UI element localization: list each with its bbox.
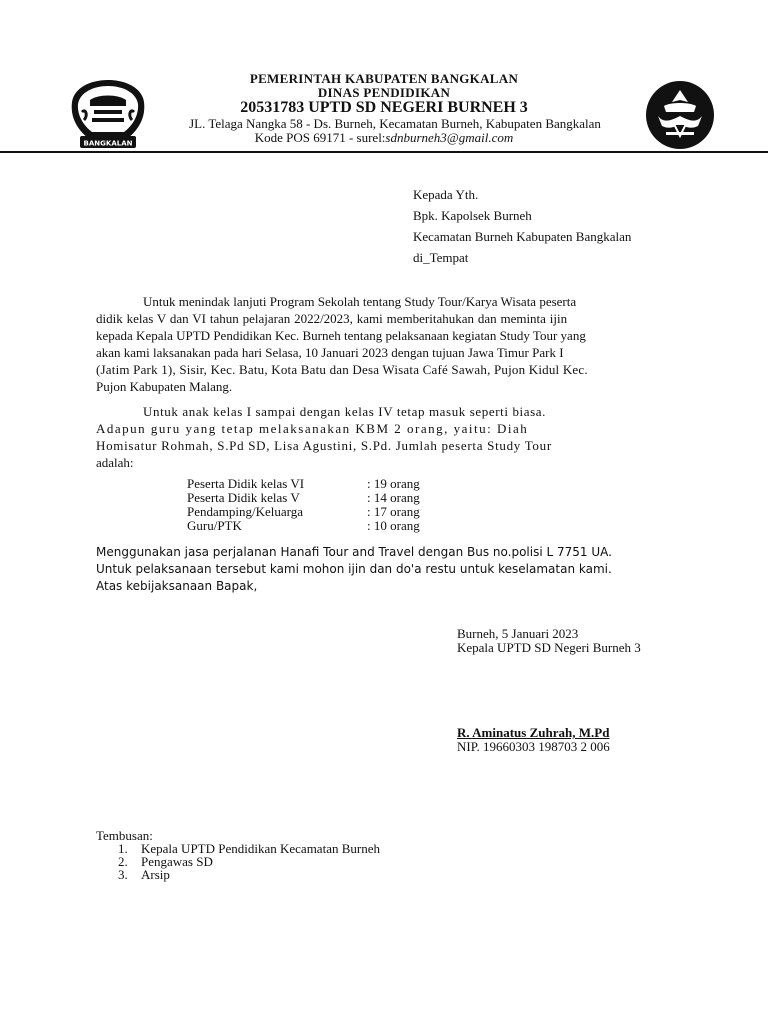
- body-paragraph-line: Adapun guru yang tetap melaksanakan KBM 2 orang, yaitu: Diah: [96, 421, 529, 436]
- logo-left-text: BANGKALAN: [83, 139, 133, 148]
- body-paragraph-line: Menggunakan jasa perjalanan Hanafi Tour and Travel dengan Bus no.polisi L 7751 UA.: [96, 545, 612, 559]
- body-paragraph-line: Untuk pelaksanaan tersebut kami mohon ijin dan do'a restu untuk keselamatan kami.: [96, 562, 612, 576]
- body-paragraph-line: Homisatur Rohmah, S.Pd SD, Lisa Agustini, S.Pd. Jumlah peserta Study Tour: [96, 438, 552, 453]
- participant-count: : 19 orang: [367, 476, 420, 491]
- addressee-line: Kepada Yth.: [413, 187, 479, 202]
- letterhead-contact: [150, 131, 618, 144]
- body-paragraph-line: Untuk menindak lanjuti Program Sekolah tentang Study Tour/Karya Wisata peserta: [143, 294, 577, 309]
- participant-count: : 14 orang: [367, 490, 420, 505]
- letterhead-email: sdnburneh3@gmail.com: [385, 130, 514, 145]
- cc-title: Tembusan:: [96, 828, 153, 843]
- cc-item: Arsip: [141, 867, 170, 882]
- cc-item-number: 3.: [118, 867, 128, 882]
- body-paragraph-line: Untuk anak kelas I sampai dengan kelas IV tetap masuk seperti biasa.: [143, 404, 547, 419]
- letterhead-address: JL. Telaga Nangka 58 - Ds. Burneh, Kecamatan Burneh, Kabupaten Bangkalan: [189, 116, 601, 131]
- body-paragraph-line: adalah:: [96, 455, 134, 470]
- cc-item: Kepala UPTD Pendidikan Kecamatan Burneh: [141, 841, 380, 856]
- body-paragraph-line: akan kami laksanakan pada hari Selasa, 10 Januari 2023 dengan tujuan Jawa Timur Park I: [96, 345, 564, 360]
- cc-item-number: 2.: [118, 854, 128, 869]
- participant-label: Peserta Didik kelas VI: [187, 476, 305, 491]
- letterhead-divider: [0, 151, 768, 153]
- bangkalan-regency-crest-icon: [68, 78, 148, 150]
- addressee-line: Bpk. Kapolsek Burneh: [413, 208, 532, 223]
- participant-count: : 10 orang: [367, 518, 420, 533]
- letterhead-line-department: DINAS PENDIDIKAN: [317, 85, 451, 100]
- body-paragraph-line: Pujon Kabupaten Malang.: [96, 379, 233, 394]
- signature-position: Kepala UPTD SD Negeri Burneh 3: [457, 640, 641, 655]
- body-paragraph-line: Atas kebijaksanaan Bapak,: [96, 579, 258, 593]
- participant-label: Guru/PTK: [187, 518, 242, 533]
- signature-place-date: Burneh, 5 Januari 2023: [457, 626, 579, 641]
- addressee-line: di_Tempat: [413, 250, 469, 265]
- addressee-line: Kecamatan Burneh Kabupaten Bangkalan: [413, 229, 632, 244]
- letterhead-line-government: PEMERINTAH KABUPATEN BANGKALAN: [249, 71, 519, 86]
- participant-count: : 17 orang: [367, 504, 420, 519]
- cc-item-number: 1.: [118, 841, 128, 856]
- letterhead-postal-code: Kode POS 69171 - surel:: [254, 130, 386, 145]
- tut-wuri-handayani-emblem-icon: [644, 80, 716, 150]
- participant-label: Peserta Didik kelas V: [187, 490, 300, 505]
- body-paragraph-line: didik kelas V dan VI tahun pelajaran 2022/2023, kami memberitahukan dan meminta ijin: [96, 311, 568, 326]
- signatory-nip: NIP. 19660303 198703 2 006: [457, 739, 610, 754]
- body-paragraph-line: (Jatim Park 1), Sisir, Kec. Batu, Kota Batu dan Desa Wisata Café Sawah, Pujon Kidul Kec.: [96, 362, 588, 377]
- cc-item: Pengawas SD: [141, 854, 213, 869]
- participant-label: Pendamping/Keluarga: [187, 504, 304, 519]
- body-paragraph-line: kepada Kepala UPTD Pendidikan Kec. Burneh tentang pelaksanaan kegiatan Study Tour yang: [96, 328, 586, 343]
- letterhead-school-name: 20531783 UPTD SD NEGERI BURNEH 3: [240, 99, 528, 116]
- signatory-name: R. Aminatus Zuhrah, M.Pd: [457, 725, 610, 740]
